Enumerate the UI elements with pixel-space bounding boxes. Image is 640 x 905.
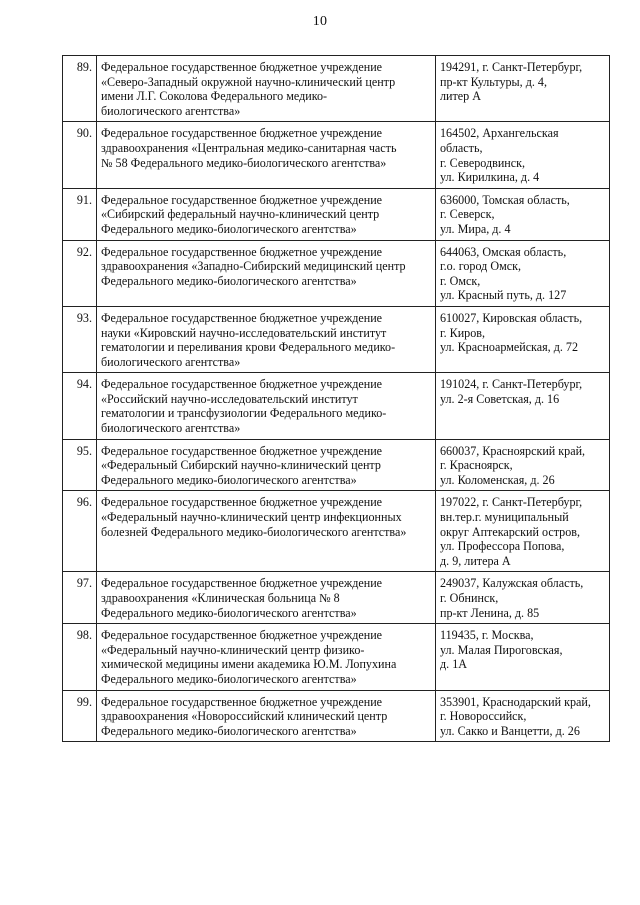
- institution-name-line: Федеральное государственное бюджетное учреждение: [101, 628, 383, 643]
- address-line: г.о. город Омск,: [440, 259, 521, 274]
- institution-name-line: Федеральное государственное бюджетное учреждение: [101, 192, 383, 207]
- institution-name-line: Федеральное государственное бюджетное учреждение: [101, 694, 383, 709]
- institution-name-line: Федеральное государственное бюджетное учреждение: [101, 126, 383, 141]
- address-line: г. Северск,: [440, 207, 495, 222]
- institution-name-line: науки «Кировский научно-исследовательский институт: [101, 325, 387, 340]
- institution-name-line: Федерального медико-биологического агентства»: [101, 221, 357, 236]
- institution-name-line: «Федеральный научно-клинический центр инфекционных: [101, 510, 402, 525]
- institution-name-line: болезней Федерального медико-биологического агентства»: [101, 524, 407, 539]
- institution-name-line: Федеральное государственное бюджетное учреждение: [101, 377, 383, 392]
- institution-name-line: биологического агентства»: [101, 421, 241, 436]
- institution-name-cell: [97, 306, 436, 372]
- address-line: пр-кт Ленина, д. 85: [440, 605, 540, 620]
- address-line: 119435, г. Москва,: [440, 628, 534, 643]
- institution-name-line: «Северо-Западный окружной научно-клинический центр: [101, 74, 396, 89]
- institution-name-line: «Федеральный Сибирский научно-клинический центр: [101, 458, 381, 473]
- address-cell: [436, 624, 610, 690]
- address-line: ул. Красный путь, д. 127: [440, 288, 567, 303]
- address-cell: [436, 439, 610, 491]
- address-line: ул. Профессора Попова,: [440, 539, 565, 554]
- address-cell: [436, 122, 610, 188]
- address-line: ул. Кирилкина, д. 4: [440, 170, 540, 185]
- institution-name-line: биологического агентства»: [101, 354, 241, 369]
- institution-name-line: Федерального медико-биологического агентства»: [101, 472, 357, 487]
- address-line: ул. 2-я Советская, д. 16: [440, 391, 560, 406]
- institution-name-line: Федеральное государственное бюджетное учреждение: [101, 60, 383, 74]
- table-row: [63, 306, 610, 372]
- table-row: [63, 56, 610, 122]
- institution-name-line: Федеральное государственное бюджетное учреждение: [101, 576, 383, 591]
- table-row: [63, 122, 610, 188]
- address-line: 194291, г. Санкт-Петербург,: [440, 60, 583, 74]
- institution-name-line: здравоохранения «Клиническая больница № 8: [101, 591, 340, 605]
- institution-name-line: здравоохранения «Центральная медико-санитарная часть: [101, 140, 397, 155]
- row-number: 95.: [63, 439, 97, 491]
- table-row: [63, 188, 610, 240]
- address-cell: [436, 373, 610, 439]
- institution-name-line: гематологии и переливания крови Федерального медико-: [101, 340, 396, 355]
- address-line: вн.тер.г. муниципальный: [440, 510, 569, 525]
- address-line: пр-кт Культуры, д. 4,: [440, 74, 547, 89]
- institution-name-line: Федерального медико-биологического агентства»: [101, 273, 357, 288]
- institution-name-line: гематологии и трансфузиологии Федерального медико-: [101, 406, 387, 421]
- institutions-table: [62, 55, 610, 742]
- institution-name-cell: [97, 690, 436, 742]
- institution-name-line: химической медицины имени академика Ю.М. Лопухина: [101, 657, 397, 672]
- address-line: 249037, Калужская область,: [440, 576, 584, 591]
- row-number: 98.: [63, 624, 97, 690]
- institution-name-line: «Федеральный научно-клинический центр физико-: [101, 642, 365, 657]
- address-cell: [436, 572, 610, 624]
- address-cell: [436, 56, 610, 122]
- address-line: округ Аптекарский остров,: [440, 524, 580, 539]
- address-line: ул. Коломенская, д. 26: [440, 472, 555, 487]
- table-row: [63, 439, 610, 491]
- address-line: д. 1А: [440, 657, 467, 672]
- address-cell: [436, 491, 610, 572]
- institution-name-line: биологического агентства»: [101, 103, 241, 118]
- institution-name-line: Федерального медико-биологического агентства»: [101, 723, 357, 738]
- institution-name-line: здравоохранения «Западно-Сибирский медицинский центр: [101, 259, 406, 274]
- address-line: г. Омск,: [440, 273, 481, 288]
- institution-name-line: «Российский научно-исследовательский институт: [101, 391, 358, 406]
- address-line: ул. Малая Пироговская,: [440, 642, 563, 657]
- row-number: 96.: [63, 491, 97, 572]
- address-line: 610027, Кировская область,: [440, 310, 583, 325]
- address-line: 636000, Томская область,: [440, 192, 570, 207]
- page-number: 10: [312, 14, 328, 29]
- table-row: [63, 690, 610, 742]
- row-number: 99.: [63, 690, 97, 742]
- institution-name-line: имени Л.Г. Соколова Федерального медико-: [101, 89, 328, 104]
- institution-name-cell: [97, 624, 436, 690]
- institution-name-line: Федеральное государственное бюджетное учреждение: [101, 443, 383, 458]
- table-row: [63, 624, 610, 690]
- institution-name-line: здравоохранения «Новороссийский клинический центр: [101, 709, 388, 724]
- address-line: д. 9, литера А: [440, 553, 511, 568]
- address-line: область,: [440, 140, 483, 155]
- institution-name-cell: [97, 240, 436, 306]
- address-line: г. Обнинск,: [440, 591, 499, 605]
- row-number: 93.: [63, 306, 97, 372]
- table-row: [63, 373, 610, 439]
- address-line: 164502, Архангельская: [440, 126, 559, 141]
- address-line: 197022, г. Санкт-Петербург,: [440, 495, 583, 510]
- table-row: [63, 240, 610, 306]
- address-cell: [436, 690, 610, 742]
- institution-name-cell: [97, 491, 436, 572]
- address-line: 353901, Краснодарский край,: [440, 694, 591, 709]
- row-number: 89.: [63, 56, 97, 122]
- table-row: [63, 491, 610, 572]
- address-line: г. Киров,: [440, 325, 486, 340]
- institutions-table-body: [63, 56, 610, 742]
- institution-name-line: «Сибирский федеральный научно-клинический центр: [101, 207, 380, 222]
- institution-name-line: № 58 Федерального медико-биологического агентства»: [101, 155, 387, 170]
- address-line: 644063, Омская область,: [440, 244, 567, 259]
- institution-name-line: Федеральное государственное бюджетное учреждение: [101, 495, 383, 510]
- address-line: г. Новороссийск,: [440, 709, 527, 724]
- row-number: 94.: [63, 373, 97, 439]
- institution-name-cell: [97, 122, 436, 188]
- row-number: 97.: [63, 572, 97, 624]
- institution-name-line: Федерального медико-биологического агентства»: [101, 605, 357, 620]
- institution-name-cell: [97, 439, 436, 491]
- institution-name-cell: [97, 572, 436, 624]
- institution-name-cell: [97, 188, 436, 240]
- institution-name-line: Федеральное государственное бюджетное учреждение: [101, 244, 383, 259]
- row-number: 92.: [63, 240, 97, 306]
- address-line: г. Красноярск,: [440, 458, 513, 473]
- address-line: г. Северодвинск,: [440, 155, 526, 170]
- table-row: [63, 572, 610, 624]
- institution-name-line: Федерального медико-биологического агентства»: [101, 671, 357, 686]
- address-line: 660037, Красноярский край,: [440, 443, 586, 458]
- address-line: ул. Красноармейская, д. 72: [440, 340, 579, 355]
- address-line: литер А: [440, 89, 481, 104]
- address-line: 191024, г. Санкт-Петербург,: [440, 377, 583, 392]
- address-line: ул. Сакко и Ванцетти, д. 26: [440, 723, 580, 738]
- institution-name-cell: [97, 56, 436, 122]
- institution-name-line: Федеральное государственное бюджетное учреждение: [101, 310, 383, 325]
- address-cell: [436, 306, 610, 372]
- institution-name-cell: [97, 373, 436, 439]
- address-cell: [436, 240, 610, 306]
- address-cell: [436, 188, 610, 240]
- row-number: 91.: [63, 188, 97, 240]
- row-number: 90.: [63, 122, 97, 188]
- address-line: ул. Мира, д. 4: [440, 221, 511, 236]
